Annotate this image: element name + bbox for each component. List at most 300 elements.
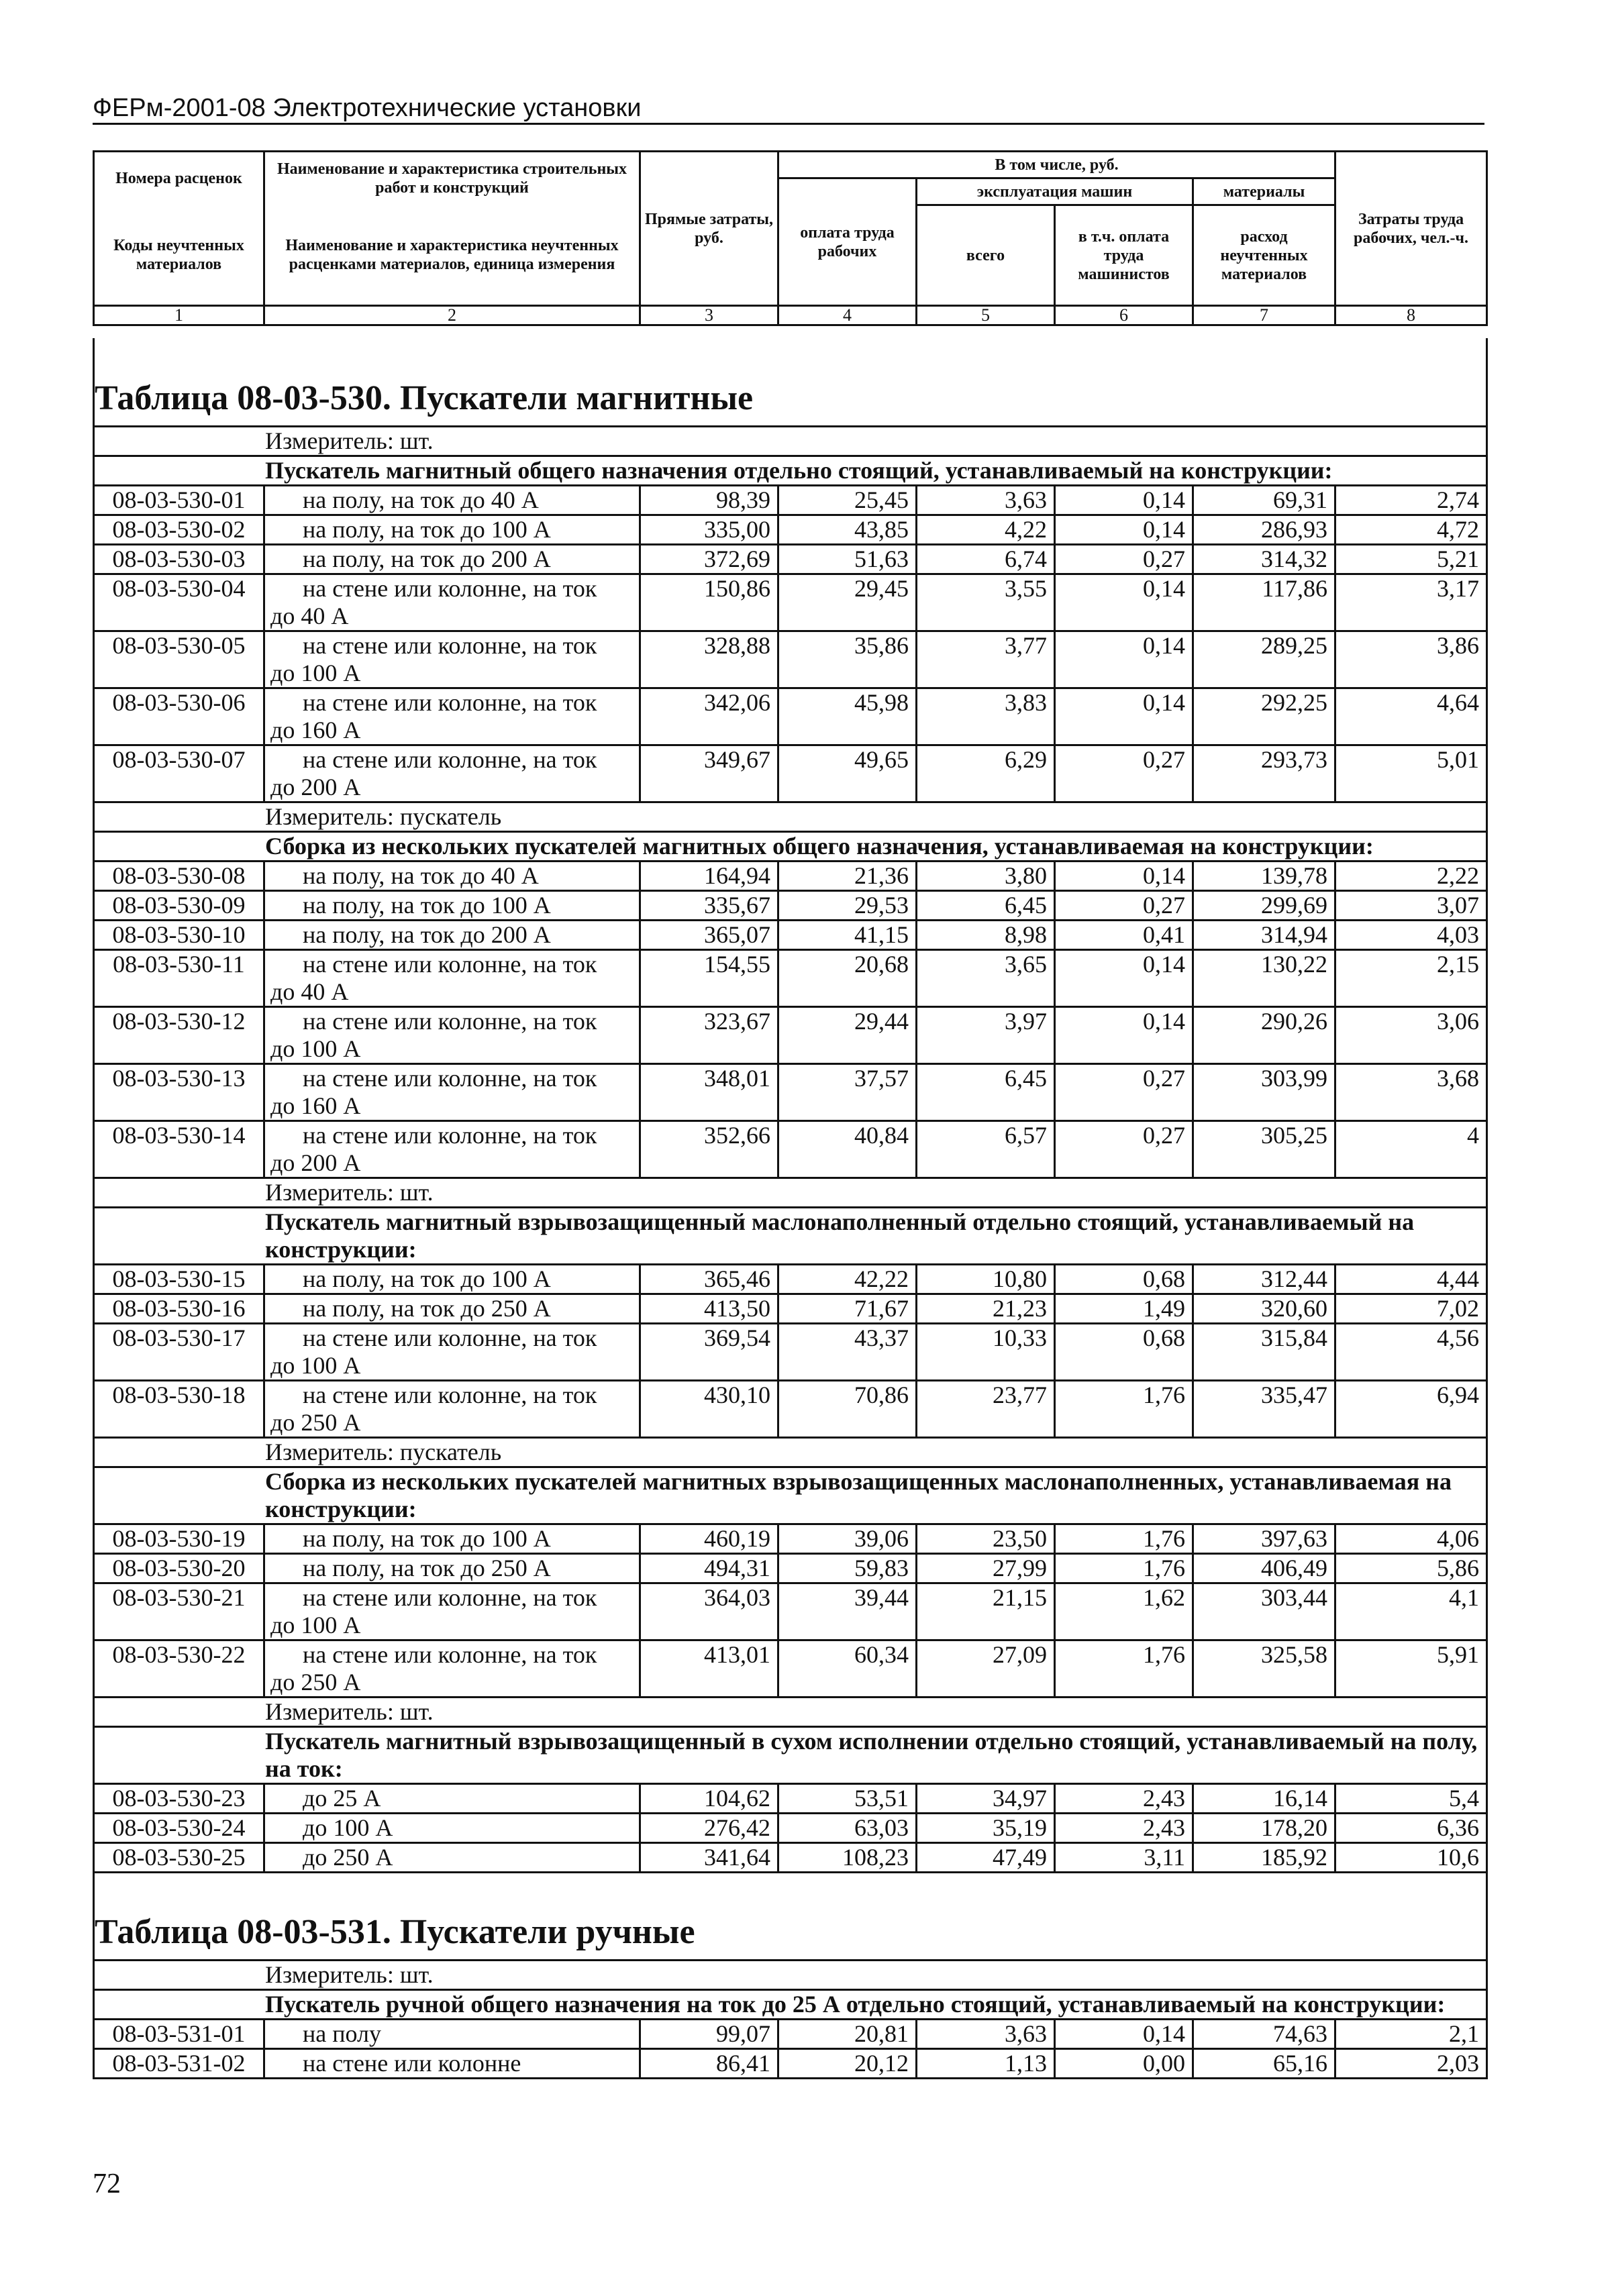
direct-cost: 430,10 [640, 1381, 778, 1438]
machines-total: 3,83 [917, 688, 1055, 745]
hdr-col6: в т.ч. оплата труда машинистов [1055, 205, 1193, 306]
work-name [264, 745, 640, 802]
labor-cost: 70,86 [778, 1381, 917, 1438]
direct-cost: 164,94 [640, 862, 778, 891]
labor-hours: 4,03 [1335, 921, 1487, 950]
work-name-line1: на стене или колонне, на ток [303, 632, 597, 659]
labor-hours: 4,44 [1335, 1265, 1487, 1294]
labor-hours: 3,68 [1335, 1064, 1487, 1121]
direct-cost: 341,64 [640, 1843, 778, 1873]
machinists-labor: 0,27 [1055, 1064, 1193, 1121]
rate-code: 08-03-531-02 [94, 2049, 264, 2079]
machinists-labor: 0,68 [1055, 1265, 1193, 1294]
table-row [94, 921, 1487, 950]
direct-cost: 328,88 [640, 631, 778, 688]
hdr-col4: оплата труда рабочих [778, 178, 917, 306]
materials-cost: 130,22 [1193, 950, 1335, 1007]
table-row [94, 1265, 1487, 1294]
table-row [94, 486, 1487, 515]
labor-cost: 45,98 [778, 688, 917, 745]
labor-hours: 10,6 [1335, 1843, 1487, 1873]
table-row [94, 2049, 1487, 2079]
measure-unit: Измеритель: шт. [94, 1961, 1487, 1990]
labor-hours: 2,03 [1335, 2049, 1487, 2079]
work-name-line1: на стене или колонне, на ток [303, 951, 597, 978]
work-name-line1: на полу, на ток до 40 А [303, 862, 539, 889]
table-row [94, 1843, 1487, 1873]
table-row [94, 688, 1487, 745]
measure-unit: Измеритель: пускатель [94, 1438, 1487, 1467]
work-name [264, 1064, 640, 1121]
work-name-line1: на полу, на ток до 200 А [303, 545, 551, 572]
work-name-line1: на стене или колонне, на ток [303, 575, 597, 602]
rate-code: 08-03-530-04 [94, 574, 264, 631]
work-name-line2: до 100 А [270, 1035, 361, 1062]
rate-code: 08-03-530-19 [94, 1524, 264, 1554]
machinists-labor: 1,76 [1055, 1640, 1193, 1698]
labor-hours: 5,01 [1335, 745, 1487, 802]
machines-total: 4,22 [917, 515, 1055, 545]
machinists-labor: 0,14 [1055, 862, 1193, 891]
hdr-col2-top: Наименование и характеристика строительных работ и конструкций [264, 152, 640, 205]
labor-cost: 63,03 [778, 1814, 917, 1843]
work-name-line1: на полу, на ток до 250 А [303, 1295, 551, 1322]
hdr-including: В том числе, руб. [778, 152, 1335, 178]
machinists-labor: 0,27 [1055, 891, 1193, 921]
materials-cost: 303,44 [1193, 1583, 1335, 1640]
work-name [264, 1554, 640, 1583]
materials-cost: 117,86 [1193, 574, 1335, 631]
labor-cost: 42,22 [778, 1265, 917, 1294]
work-name-line2: до 100 А [270, 660, 361, 686]
work-name [264, 1843, 640, 1873]
direct-cost: 335,67 [640, 891, 778, 921]
machinists-labor: 2,43 [1055, 1814, 1193, 1843]
work-name-line1: на полу, на ток до 100 А [303, 1265, 551, 1292]
col-number: 1 [94, 306, 264, 325]
machinists-labor: 0,14 [1055, 2020, 1193, 2049]
work-name-line1: на стене или колонне, на ток [303, 1122, 597, 1149]
work-name [264, 891, 640, 921]
materials-cost: 305,25 [1193, 1121, 1335, 1178]
machines-total: 23,77 [917, 1381, 1055, 1438]
rates-table [93, 338, 1488, 2079]
machines-total: 3,63 [917, 2020, 1055, 2049]
labor-hours: 2,1 [1335, 2020, 1487, 2049]
materials-cost: 185,92 [1193, 1843, 1335, 1873]
direct-cost: 342,06 [640, 688, 778, 745]
materials-cost: 335,47 [1193, 1381, 1335, 1438]
work-name-line1: на полу, на ток до 100 А [303, 892, 551, 919]
work-name-line2: до 250 А [270, 1409, 361, 1436]
machines-total: 34,97 [917, 1784, 1055, 1814]
work-name-line1: до 100 А [303, 1814, 393, 1841]
table-row [94, 1524, 1487, 1554]
work-name-line1: на стене или колонне, на ток [303, 1324, 597, 1351]
materials-cost: 16,14 [1193, 1784, 1335, 1814]
direct-cost: 104,62 [640, 1784, 778, 1814]
rate-code: 08-03-530-20 [94, 1554, 264, 1583]
direct-cost: 460,19 [640, 1524, 778, 1554]
section-caption: Пускатель магнитный взрывозащищенный в сухом исполнении отдельно стоящий, устанавливаемый на полу, на ток: [94, 1727, 1487, 1784]
work-name-line1: на полу, на ток до 200 А [303, 921, 551, 948]
materials-cost: 293,73 [1193, 745, 1335, 802]
materials-cost: 325,58 [1193, 1640, 1335, 1698]
work-name [264, 862, 640, 891]
machines-total: 3,55 [917, 574, 1055, 631]
work-name-line1: на стене или колонне, на ток [303, 689, 597, 716]
direct-cost: 276,42 [640, 1814, 778, 1843]
section-caption: Пускатель магнитный взрывозащищенный маслонаполненный отдельно стоящий, устанавливаемый на конструкции: [94, 1208, 1487, 1265]
table-row [94, 1324, 1487, 1381]
machinists-labor: 0,14 [1055, 486, 1193, 515]
page-number: 72 [93, 2169, 121, 2199]
work-name [264, 486, 640, 515]
labor-hours: 3,06 [1335, 1007, 1487, 1064]
machines-total: 47,49 [917, 1843, 1055, 1873]
header-rule [93, 123, 1484, 125]
rate-code: 08-03-530-12 [94, 1007, 264, 1064]
rate-code: 08-03-530-10 [94, 921, 264, 950]
materials-cost: 315,84 [1193, 1324, 1335, 1381]
work-name-line1: до 25 А [303, 1785, 381, 1812]
materials-cost: 312,44 [1193, 1265, 1335, 1294]
work-name-line1: на полу [303, 2020, 381, 2047]
labor-cost: 51,63 [778, 545, 917, 574]
work-name [264, 2020, 640, 2049]
rate-code: 08-03-530-02 [94, 515, 264, 545]
rate-code: 08-03-530-25 [94, 1843, 264, 1873]
work-name [264, 1524, 640, 1554]
machinists-labor: 1,76 [1055, 1381, 1193, 1438]
rate-code: 08-03-530-24 [94, 1814, 264, 1843]
work-name-line1: до 250 А [303, 1844, 393, 1871]
machinists-labor: 1,76 [1055, 1524, 1193, 1554]
machinists-labor: 0,14 [1055, 950, 1193, 1007]
machines-total: 3,80 [917, 862, 1055, 891]
labor-cost: 20,68 [778, 950, 917, 1007]
work-name [264, 1381, 640, 1438]
labor-cost: 40,84 [778, 1121, 917, 1178]
table-row [94, 745, 1487, 802]
work-name [264, 1265, 640, 1294]
work-name [264, 1814, 640, 1843]
rate-code: 08-03-530-22 [94, 1640, 264, 1698]
work-name [264, 631, 640, 688]
labor-hours: 3,07 [1335, 891, 1487, 921]
machinists-labor: 0,00 [1055, 2049, 1193, 2079]
machines-total: 21,23 [917, 1294, 1055, 1324]
labor-hours: 4,64 [1335, 688, 1487, 745]
table-row [94, 891, 1487, 921]
machinists-labor: 0,27 [1055, 545, 1193, 574]
direct-cost: 365,07 [640, 921, 778, 950]
labor-hours: 3,17 [1335, 574, 1487, 631]
direct-cost: 364,03 [640, 1583, 778, 1640]
materials-cost: 320,60 [1193, 1294, 1335, 1324]
materials-cost: 289,25 [1193, 631, 1335, 688]
work-name-line2: до 40 А [270, 978, 349, 1005]
direct-cost: 335,00 [640, 515, 778, 545]
table-row [94, 862, 1487, 891]
rate-code: 08-03-530-09 [94, 891, 264, 921]
col-number: 5 [917, 306, 1055, 325]
machines-total: 23,50 [917, 1524, 1055, 1554]
work-name [264, 545, 640, 574]
materials-cost: 286,93 [1193, 515, 1335, 545]
labor-hours: 4,1 [1335, 1583, 1487, 1640]
work-name [264, 1007, 640, 1064]
labor-hours: 6,94 [1335, 1381, 1487, 1438]
col-number: 8 [1335, 306, 1487, 325]
machines-total: 3,97 [917, 1007, 1055, 1064]
direct-cost: 352,66 [640, 1121, 778, 1178]
materials-cost: 292,25 [1193, 688, 1335, 745]
hdr-col5: всего [917, 205, 1055, 306]
hdr-materials: материалы [1193, 178, 1335, 205]
rate-code: 08-03-530-06 [94, 688, 264, 745]
work-name-line1: на стене или колонне [303, 2050, 521, 2077]
work-name [264, 574, 640, 631]
hdr-col1-bottom: Коды неучтенных материалов [94, 205, 264, 306]
direct-cost: 150,86 [640, 574, 778, 631]
direct-cost: 98,39 [640, 486, 778, 515]
work-name-line1: на стене или колонне, на ток [303, 1381, 597, 1408]
table-row [94, 1583, 1487, 1640]
machinists-labor: 0,41 [1055, 921, 1193, 950]
machinists-labor: 0,27 [1055, 1121, 1193, 1178]
labor-cost: 43,37 [778, 1324, 917, 1381]
machines-total: 8,98 [917, 921, 1055, 950]
labor-cost: 21,36 [778, 862, 917, 891]
rate-code: 08-03-530-23 [94, 1784, 264, 1814]
measure-unit: Измеритель: шт. [94, 1698, 1487, 1727]
table-title: Таблица 08-03-531. Пускатели ручные [95, 1913, 695, 1951]
labor-cost: 49,65 [778, 745, 917, 802]
work-name [264, 1324, 640, 1381]
labor-cost: 20,12 [778, 2049, 917, 2079]
direct-cost: 365,46 [640, 1265, 778, 1294]
table-row [94, 1064, 1487, 1121]
work-name-line1: на стене или колонне, на ток [303, 1584, 597, 1611]
machinists-labor: 3,11 [1055, 1843, 1193, 1873]
machines-total: 3,77 [917, 631, 1055, 688]
labor-hours: 5,86 [1335, 1554, 1487, 1583]
labor-cost: 35,86 [778, 631, 917, 688]
hdr-col2-bottom: Наименование и характеристика неучтенных расценками материалов, единица измерения [264, 205, 640, 306]
work-name-line2: до 160 А [270, 1092, 361, 1119]
materials-cost: 69,31 [1193, 486, 1335, 515]
rate-code: 08-03-530-17 [94, 1324, 264, 1381]
work-name-line1: на полу, на ток до 40 А [303, 486, 539, 513]
table-row [94, 515, 1487, 545]
table-row [94, 1007, 1487, 1064]
work-name [264, 1121, 640, 1178]
section-caption: Сборка из нескольких пускателей магнитных взрывозащищенных маслонаполненных, устанавливаемая на конструкции: [94, 1467, 1487, 1524]
materials-cost: 397,63 [1193, 1524, 1335, 1554]
work-name-line1: на стене или колонне, на ток [303, 1641, 597, 1668]
machinists-labor: 0,68 [1055, 1324, 1193, 1381]
direct-cost: 86,41 [640, 2049, 778, 2079]
labor-hours: 7,02 [1335, 1294, 1487, 1324]
work-name-line2: до 160 А [270, 717, 361, 743]
machinists-labor: 0,14 [1055, 574, 1193, 631]
machinists-labor: 0,14 [1055, 1007, 1193, 1064]
direct-cost: 323,67 [640, 1007, 778, 1064]
table-row [94, 1784, 1487, 1814]
direct-cost: 369,54 [640, 1324, 778, 1381]
table-row [94, 1640, 1487, 1698]
table-row [94, 1121, 1487, 1178]
rate-code: 08-03-530-11 [94, 950, 264, 1007]
col-number: 4 [778, 306, 917, 325]
table-row [94, 1294, 1487, 1324]
direct-cost: 154,55 [640, 950, 778, 1007]
work-name-line1: на стене или колонне, на ток [303, 1065, 597, 1092]
rate-code: 08-03-530-08 [94, 862, 264, 891]
table-row [94, 1554, 1487, 1583]
labor-hours: 4,72 [1335, 515, 1487, 545]
rate-code: 08-03-531-01 [94, 2020, 264, 2049]
rate-code: 08-03-530-14 [94, 1121, 264, 1178]
table-row [94, 950, 1487, 1007]
labor-cost: 43,85 [778, 515, 917, 545]
materials-cost: 290,26 [1193, 1007, 1335, 1064]
col-number: 3 [640, 306, 778, 325]
materials-cost: 74,63 [1193, 2020, 1335, 2049]
labor-cost: 108,23 [778, 1843, 917, 1873]
table-title: Таблица 08-03-530. Пускатели магнитные [95, 379, 754, 417]
hdr-col7: расход неучтенных материалов [1193, 205, 1335, 306]
direct-cost: 494,31 [640, 1554, 778, 1583]
labor-cost: 25,45 [778, 486, 917, 515]
section-caption: Пускатель ручной общего назначения на ток до 25 А отдельно стоящий, устанавливаемый на конструкции: [94, 1990, 1487, 2020]
work-name-line2: до 40 А [270, 603, 349, 629]
work-name-line1: на стене или колонне, на ток [303, 746, 597, 773]
work-name-line2: до 100 А [270, 1612, 361, 1638]
labor-cost: 39,06 [778, 1524, 917, 1554]
rate-code: 08-03-530-13 [94, 1064, 264, 1121]
work-name-line2: до 250 А [270, 1669, 361, 1695]
machinists-labor: 1,62 [1055, 1583, 1193, 1640]
work-name-line1: на стене или колонне, на ток [303, 1008, 597, 1035]
rate-code: 08-03-530-07 [94, 745, 264, 802]
rate-code: 08-03-530-05 [94, 631, 264, 688]
work-name-line1: на полу, на ток до 250 А [303, 1555, 551, 1581]
direct-cost: 348,01 [640, 1064, 778, 1121]
rate-code: 08-03-530-18 [94, 1381, 264, 1438]
work-name [264, 2049, 640, 2079]
work-name-line1: на полу, на ток до 100 А [303, 516, 551, 543]
machines-total: 6,74 [917, 545, 1055, 574]
col-number: 2 [264, 306, 640, 325]
hdr-col1-top: Номера расценок [94, 152, 264, 205]
work-name [264, 1784, 640, 1814]
section-caption: Пускатель магнитный общего назначения отдельно стоящий, устанавливаемый на конструкции: [94, 456, 1487, 486]
table-row [94, 2020, 1487, 2049]
machinists-labor: 1,76 [1055, 1554, 1193, 1583]
materials-cost: 314,94 [1193, 921, 1335, 950]
labor-cost: 37,57 [778, 1064, 917, 1121]
work-name [264, 688, 640, 745]
running-title: ФЕРм-2001-08 Электротехнические установки [93, 94, 642, 122]
table-row [94, 1381, 1487, 1438]
materials-cost: 406,49 [1193, 1554, 1335, 1583]
direct-cost: 99,07 [640, 2020, 778, 2049]
materials-cost: 65,16 [1193, 2049, 1335, 2079]
table-row [94, 545, 1487, 574]
machines-total: 1,13 [917, 2049, 1055, 2079]
direct-cost: 372,69 [640, 545, 778, 574]
measure-unit: Измеритель: шт. [94, 1178, 1487, 1208]
rate-code: 08-03-530-01 [94, 486, 264, 515]
document-body [93, 338, 1486, 2077]
labor-cost: 29,53 [778, 891, 917, 921]
labor-hours: 6,36 [1335, 1814, 1487, 1843]
labor-hours: 5,21 [1335, 545, 1487, 574]
machines-total: 27,09 [917, 1640, 1055, 1698]
labor-hours: 4,56 [1335, 1324, 1487, 1381]
machines-total: 3,65 [917, 950, 1055, 1007]
labor-hours: 4 [1335, 1121, 1487, 1178]
machines-total: 35,19 [917, 1814, 1055, 1843]
machinists-labor: 0,14 [1055, 631, 1193, 688]
table-header [93, 150, 1488, 326]
machines-total: 6,45 [917, 891, 1055, 921]
machines-total: 10,80 [917, 1265, 1055, 1294]
labor-cost: 71,67 [778, 1294, 917, 1324]
machinists-labor: 0,14 [1055, 688, 1193, 745]
direct-cost: 413,01 [640, 1640, 778, 1698]
labor-cost: 53,51 [778, 1784, 917, 1814]
materials-cost: 314,32 [1193, 545, 1335, 574]
col-number: 7 [1193, 306, 1335, 325]
machines-total: 3,63 [917, 486, 1055, 515]
col-number: 6 [1055, 306, 1193, 325]
labor-hours: 2,15 [1335, 950, 1487, 1007]
work-name [264, 950, 640, 1007]
labor-cost: 39,44 [778, 1583, 917, 1640]
rate-code: 08-03-530-15 [94, 1265, 264, 1294]
machinists-labor: 1,49 [1055, 1294, 1193, 1324]
rate-code: 08-03-530-16 [94, 1294, 264, 1324]
machinists-labor: 2,43 [1055, 1784, 1193, 1814]
work-name [264, 515, 640, 545]
labor-cost: 20,81 [778, 2020, 917, 2049]
labor-hours: 2,22 [1335, 862, 1487, 891]
hdr-machines: эксплуатация машин [917, 178, 1193, 205]
materials-cost: 303,99 [1193, 1064, 1335, 1121]
labor-cost: 29,45 [778, 574, 917, 631]
machines-total: 6,29 [917, 745, 1055, 802]
materials-cost: 299,69 [1193, 891, 1335, 921]
work-name [264, 921, 640, 950]
materials-cost: 178,20 [1193, 1814, 1335, 1843]
labor-hours: 5,4 [1335, 1784, 1487, 1814]
measure-unit: Измеритель: шт. [94, 427, 1487, 456]
labor-hours: 2,74 [1335, 486, 1487, 515]
table-row [94, 631, 1487, 688]
work-name-line1: на полу, на ток до 100 А [303, 1525, 551, 1552]
machines-total: 27,99 [917, 1554, 1055, 1583]
labor-hours: 5,91 [1335, 1640, 1487, 1698]
table-row [94, 574, 1487, 631]
labor-hours: 4,06 [1335, 1524, 1487, 1554]
materials-cost: 139,78 [1193, 862, 1335, 891]
machines-total: 6,45 [917, 1064, 1055, 1121]
rate-code: 08-03-530-03 [94, 545, 264, 574]
rate-code: 08-03-530-21 [94, 1583, 264, 1640]
